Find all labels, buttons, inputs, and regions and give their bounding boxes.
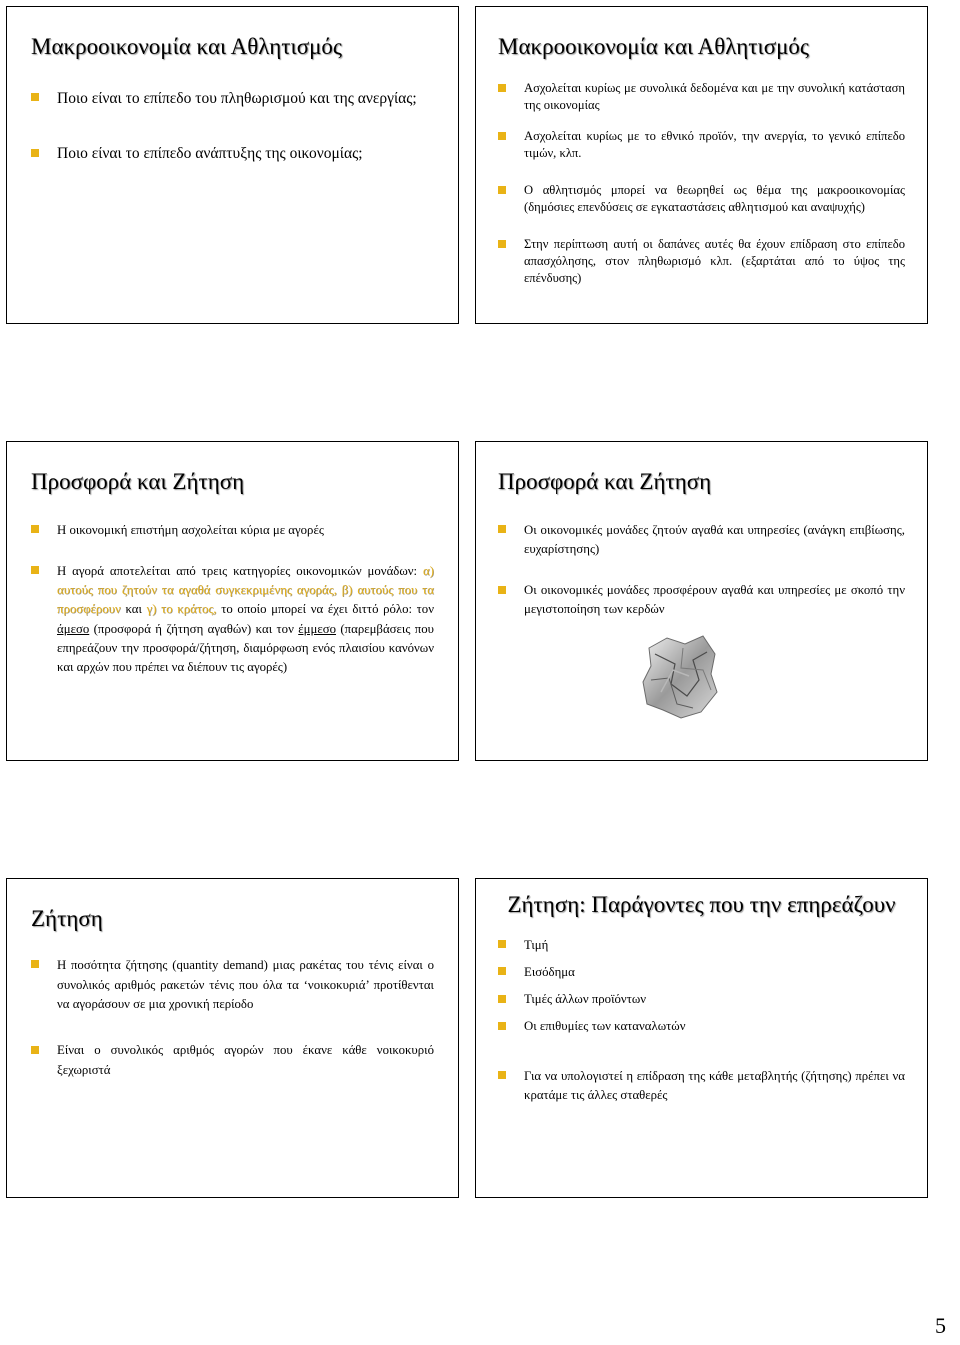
bullet-text: Ο αθλητισμός μπορεί να θεωρηθεί ως θέμα της μακροοικονομίας (δημόσιες επενδύσεις σε εγκαταστάσεις αθλητισμού και αναψυχής) — [524, 182, 905, 214]
list-item — [498, 182, 905, 216]
bullet-text: Είναι ο συνολικός αριθμός αγορών που έκανε κάθε νοικοκυριό ξεχωριστά — [57, 1043, 434, 1078]
bullet-text: Οι οικονομικές μονάδες προσφέρουν αγαθά και υπηρεσίες με σκοπό την μεγιστοποίηση των κερδών — [524, 583, 905, 617]
bullet-text: Η οικονομική επιστήμη ασχολείται κύρια με αγορές — [57, 522, 324, 537]
bullet-text-part: και — [120, 602, 147, 617]
bullet-list — [498, 521, 905, 620]
bullet-text: Στην περίπτωση αυτή οι δαπάνες αυτές θα έχουν επίδραση στο επίπεδο απασχόλησης, στον πληθωρισμό κλπ. (εξαρτάται από το ύψος της επένδυσης) — [524, 236, 905, 285]
list-item — [498, 990, 905, 1009]
page-number: 5 — [935, 1313, 946, 1338]
list-item — [498, 1067, 905, 1105]
bullet-list — [31, 956, 434, 1081]
list-item — [498, 1017, 905, 1036]
square-bullet-icon — [498, 84, 506, 92]
square-bullet-icon — [498, 240, 506, 248]
slide-title: Ζήτηση: Παράγοντες που την επηρεάζουν — [507, 892, 896, 917]
list-item — [31, 521, 434, 540]
highlighted-text: α) αυτούς που ζητούν τα αγαθά συγκεκριμένης αγοράς, β) αυτούς που τα προσφέρουν — [57, 563, 434, 617]
square-bullet-icon — [498, 132, 506, 140]
slide-title: Μακροοικονομία και Αθλητισμός — [31, 34, 343, 59]
bullet-text: Οι οικονομικές μονάδες ζητούν αγαθά και υπηρεσίες (ανάγκη επιβίωσης, ευχαρίστησης) — [524, 522, 905, 556]
list-item — [31, 88, 434, 110]
list-item — [498, 936, 905, 955]
slide-macroeconomics-questions — [6, 6, 459, 324]
underlined-text: έμμεσο — [298, 621, 337, 636]
bullet-text: Ποιο είναι το επίπεδο του πληθωρισμού και της ανεργίας; — [57, 89, 417, 107]
underlined-text: άμεσο — [57, 621, 90, 636]
list-item — [498, 521, 905, 559]
slide-title: Προσφορά και Ζήτηση — [31, 469, 245, 494]
slide-title: Προσφορά και Ζήτηση — [498, 469, 712, 494]
slide-supply-demand-markets — [6, 441, 459, 761]
bullet-text: Για να υπολογιστεί η επίδραση της κάθε μεταβλητής (ζήτησης) πρέπει να κρατάμε τις άλλες σταθερές — [524, 1068, 905, 1102]
slide-demand-factors — [475, 878, 928, 1198]
bullet-text: Ασχολείται κυρίως με το εθνικό προϊόν, την ανεργία, το γενικό επίπεδο τιμών, κλπ. — [524, 128, 905, 160]
bullet-text: Οι επιθυμίες των καταναλωτών — [524, 1019, 686, 1034]
bullet-text-part: το οποίο μπορεί να έχει διττό ρόλο: τον — [216, 602, 434, 617]
highlighted-text: γ) το κράτος, — [146, 602, 217, 617]
bullet-text: Ποιο είναι το επίπεδο ανάπτυξης της οικονομίας; — [57, 145, 363, 163]
list-item — [498, 128, 905, 162]
slide-demand — [6, 878, 459, 1198]
list-item — [498, 236, 905, 287]
square-bullet-icon — [31, 960, 39, 968]
bullet-text: Ασχολείται κυρίως με συνολικά δεδομένα και με την συνολική κατάσταση της οικονομίας — [524, 80, 905, 112]
slide-title: Μακροοικονομία και Αθλητισμός — [498, 34, 810, 59]
bullet-text-part: Η αγορά αποτελείται από τρεις κατηγορίες οικονομικών μονάδων: — [57, 563, 424, 578]
bullet-list — [31, 521, 434, 677]
square-bullet-icon — [498, 995, 506, 1003]
square-bullet-icon — [31, 93, 39, 101]
square-bullet-icon — [498, 586, 506, 594]
bullet-text: Τιμή — [524, 937, 549, 952]
square-bullet-icon — [498, 1071, 506, 1079]
bullet-text: Εισόδημα — [524, 964, 575, 979]
slide-supply-demand-units — [475, 441, 928, 761]
slide-macroeconomics-definition — [475, 6, 928, 324]
bullet-text-part: (προσφορά ή ζήτηση αγαθών) και τον — [89, 621, 299, 636]
square-bullet-icon — [498, 967, 506, 975]
square-bullet-icon — [498, 525, 506, 533]
list-item — [31, 562, 434, 677]
square-bullet-icon — [498, 1022, 506, 1030]
square-bullet-icon — [31, 1046, 39, 1054]
bullet-text-part: (παρεμβάσεις που επηρεάζουν την προσφορά/ζήτηση, διαμόρφωση ενός πλαισίου κανόνων και αρχών που πρέπει να διέπουν τις αγορές) — [57, 621, 435, 674]
list-item — [31, 956, 434, 1015]
square-bullet-icon — [31, 149, 39, 157]
square-bullet-icon — [498, 186, 506, 194]
list-item — [31, 143, 434, 165]
bullet-list — [31, 88, 434, 165]
bullet-list — [498, 80, 905, 287]
square-bullet-icon — [31, 525, 39, 533]
bullet-text: Η ποσότητα ζήτησης (quantity demand) μιας ρακέτας του τένις είναι ο συνολικός αριθμός ρακετών τένις που όλα τα ‘νοικοκυριά’ προτίθενται να αγοράσουν σε μια χρονική περίοδο — [57, 957, 434, 1012]
crumpled-banknote-icon — [641, 634, 719, 720]
square-bullet-icon — [31, 566, 39, 574]
list-item — [31, 1041, 434, 1081]
square-bullet-icon — [498, 940, 506, 948]
slide-title: Ζήτηση — [31, 906, 103, 931]
bullet-text: Τιμές άλλων προϊόντων — [524, 992, 647, 1007]
bullet-list — [498, 936, 905, 1105]
list-item — [498, 963, 905, 982]
list-item — [498, 581, 905, 619]
list-item — [498, 80, 905, 114]
